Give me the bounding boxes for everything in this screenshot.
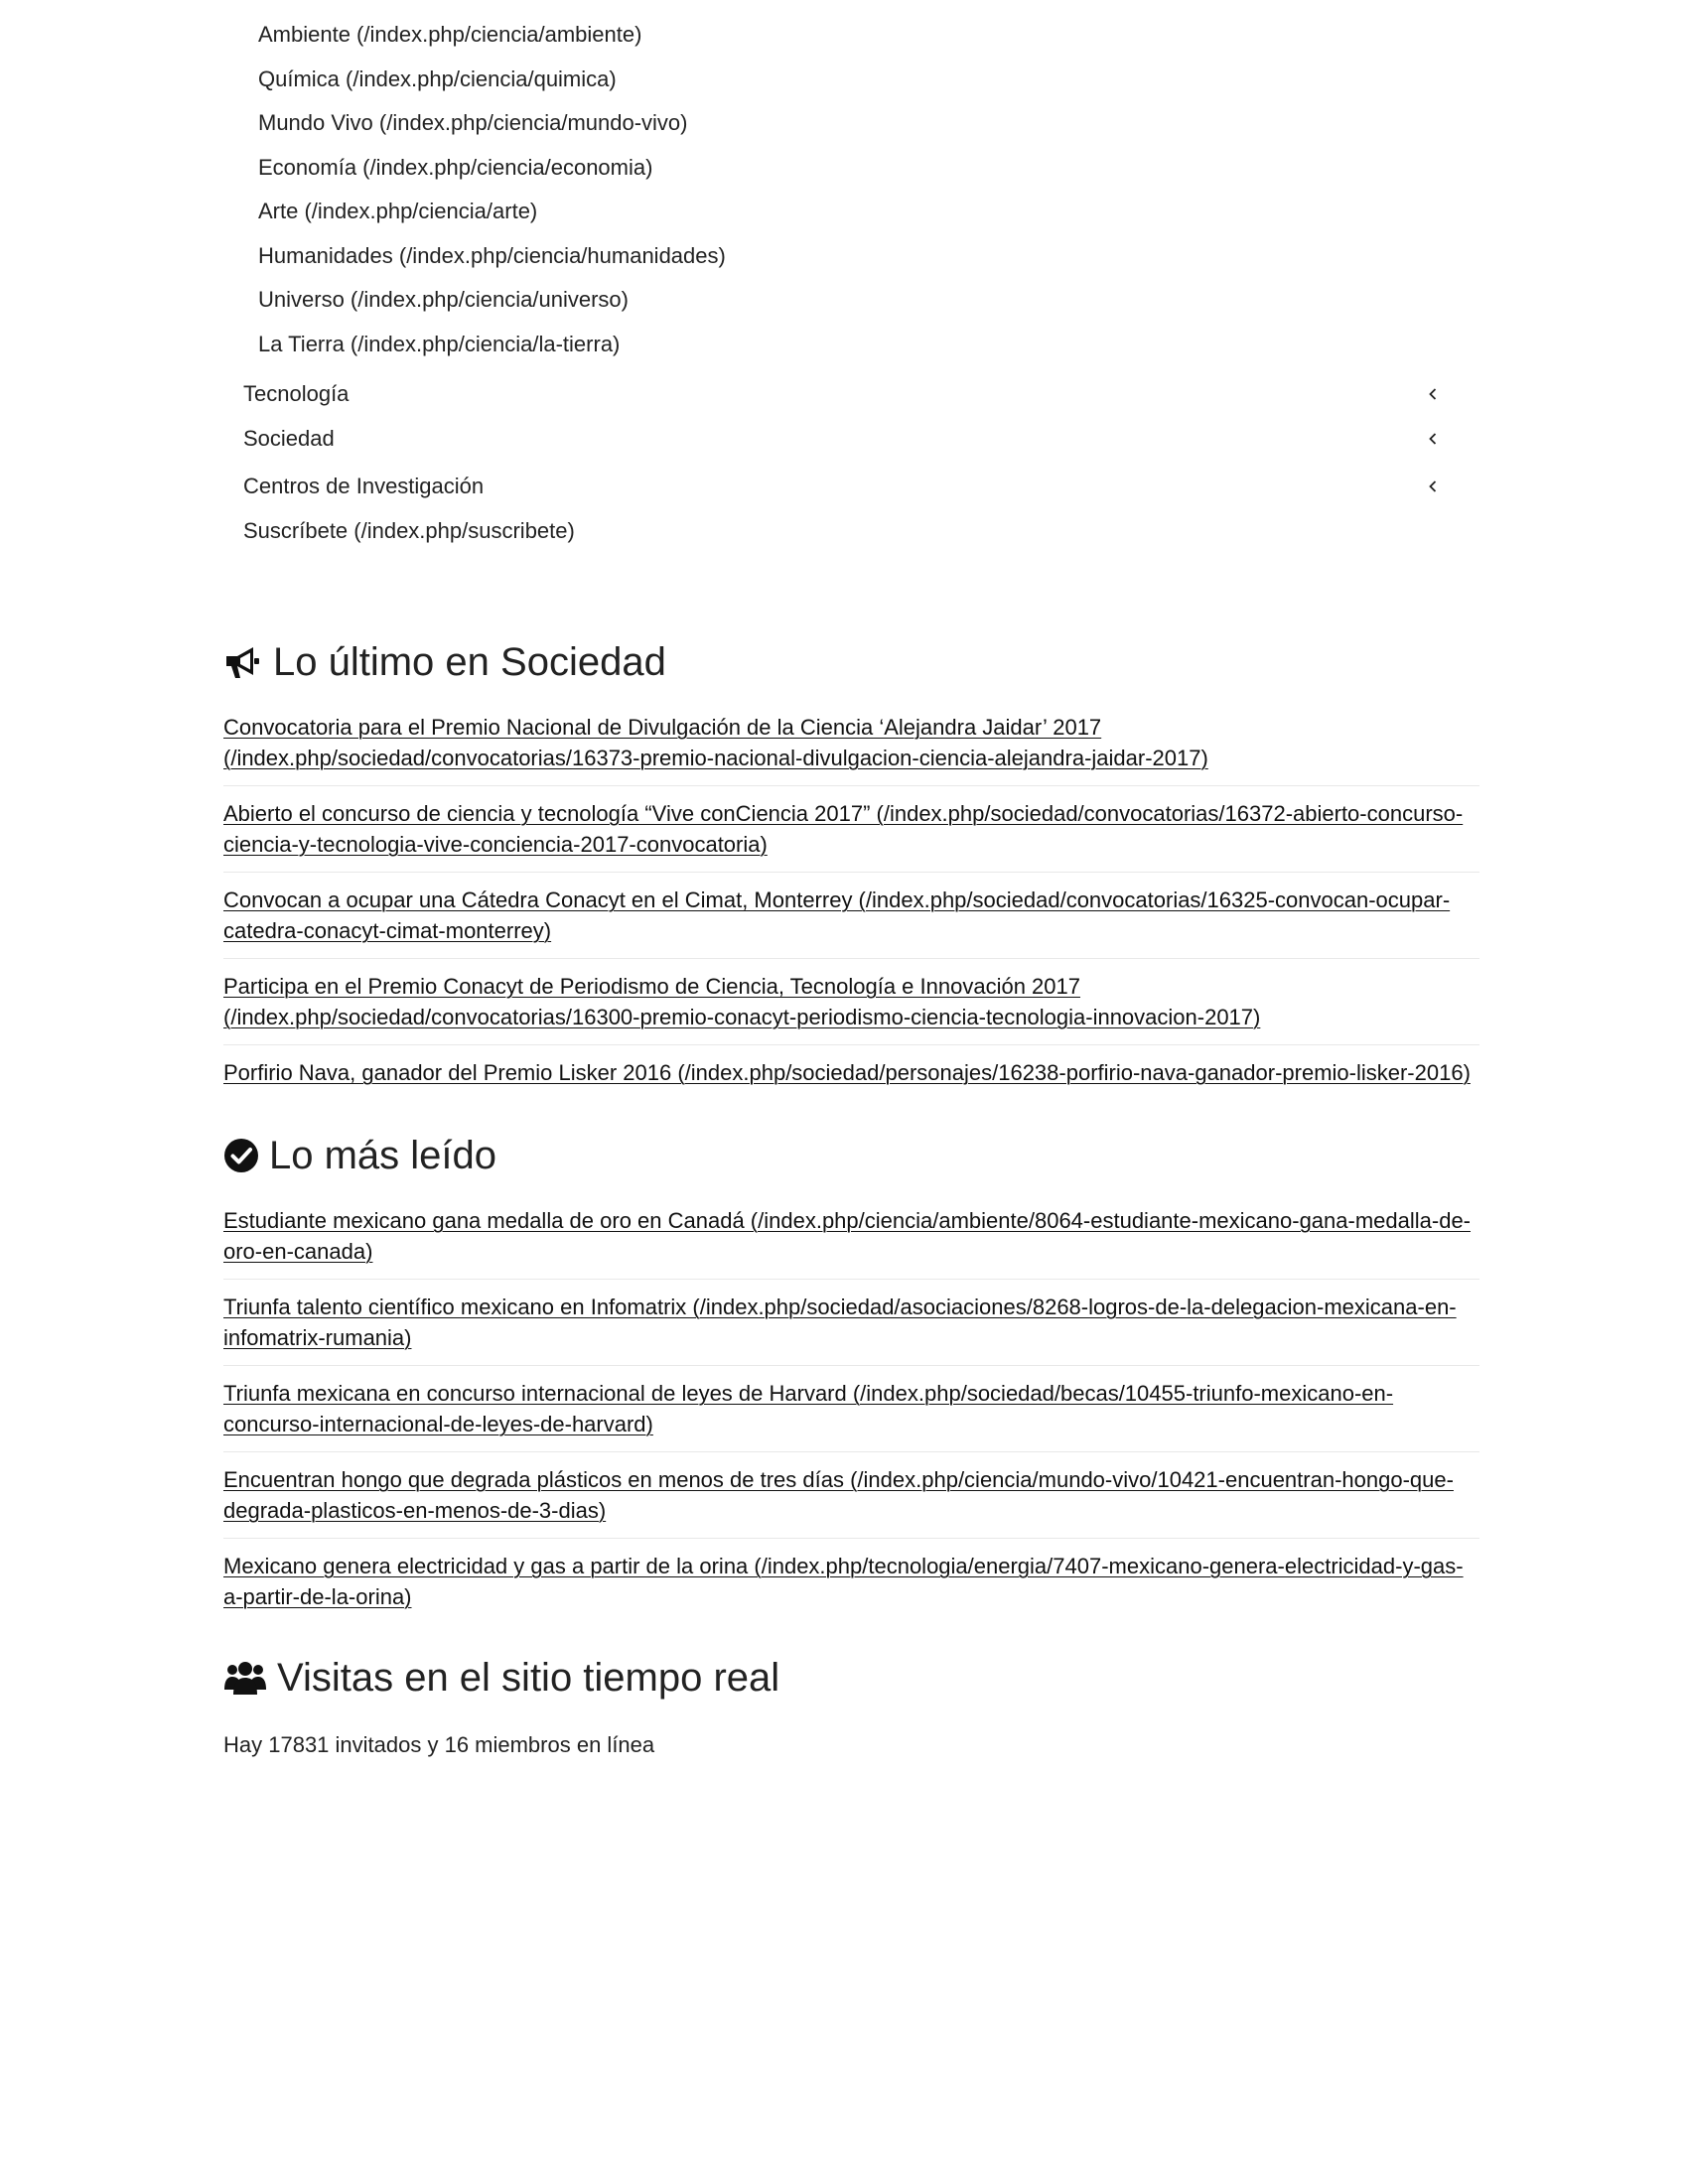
list-item (223, 971, 1479, 1045)
article-link[interactable]: Convocatoria para el Premio Nacional de Divulgación de la Ciencia ‘Alejandra Jaidar’ 2017 (/index.php/sociedad/convocatorias/16373-premio-nacional-divulgacion-ciencia-alejandra-jaidar-2017) (223, 715, 1208, 770)
menu-item-tecnologia[interactable] (243, 379, 1465, 424)
menu-item-label: Centros de Investigación (243, 473, 485, 498)
visits-section (223, 1648, 1479, 1760)
main-menu (243, 22, 1465, 561)
menu-subitem-arte[interactable]: Arte (/index.php/ciencia/arte) (258, 199, 538, 223)
menu-subitem-ambiente[interactable]: Ambiente (/index.php/ciencia/ambiente) (258, 22, 642, 47)
list-item (223, 1057, 1479, 1100)
list-item (223, 1292, 1479, 1366)
list-item (223, 1378, 1479, 1452)
latest-list (223, 712, 1479, 1100)
section-title-text: Visitas en el sitio tiempo real (277, 1655, 780, 1700)
most-read-section (223, 1126, 1479, 1636)
menu-item-label: Sociedad (243, 425, 335, 451)
article-link[interactable]: Porfirio Nava, ganador del Premio Lisker 2016 (/index.php/sociedad/personajes/16238-porfirio-nava-ganador-premio-lisker-2016) (223, 1060, 1471, 1085)
chevron-left-icon[interactable] (1423, 379, 1443, 409)
section-title-text: Lo más leído (269, 1133, 497, 1177)
check-circle-icon (223, 1138, 259, 1173)
section-title (223, 632, 1479, 692)
menu-item-label: Tecnología (243, 380, 350, 406)
list-item (223, 798, 1479, 873)
section-title-text: Lo último en Sociedad (273, 639, 666, 684)
bullhorn-icon (223, 644, 263, 680)
menu-subitem-quimica[interactable]: Química (/index.php/ciencia/quimica) (258, 66, 617, 91)
article-link[interactable]: Abierto el concurso de ciencia y tecnología “Vive conCiencia 2017” (/index.php/sociedad/convocatorias/16372-abierto-concurso-ciencia-y-tecnologia-vive-conciencia-2017-convocatoria) (223, 801, 1464, 857)
chevron-left-icon[interactable] (1423, 472, 1443, 501)
article-link[interactable]: Triunfa talento científico mexicano en Infomatrix (/index.php/sociedad/asociaciones/8268-logros-de-la-delegacion-mexicana-en-infomatrix-rumania) (223, 1295, 1457, 1350)
list-item (223, 1205, 1479, 1280)
latest-society-section (223, 632, 1479, 1112)
list-item (223, 712, 1479, 786)
list-item (223, 1551, 1479, 1624)
article-link[interactable]: Participa en el Premio Conacyt de Periodismo de Ciencia, Tecnología e Innovación 2017 (/index.php/sociedad/convocatorias/16300-premio-conacyt-periodismo-ciencia-tecnologia-innovacion-2017) (223, 974, 1261, 1029)
section-title (223, 1648, 1479, 1707)
menu-subitem-mundo-vivo[interactable]: Mundo Vivo (/index.php/ciencia/mundo-vivo) (258, 110, 688, 135)
menu-subitem-economia[interactable]: Economía (/index.php/ciencia/economia) (258, 154, 653, 180)
article-link[interactable]: Encuentran hongo que degrada plásticos en menos de tres días (/index.php/ciencia/mundo-vivo/10421-encuentran-hongo-que-degrada-plasticos-en-menos-de-3-dias) (223, 1467, 1454, 1523)
article-link[interactable]: Estudiante mexicano gana medalla de oro en Canadá (/index.php/ciencia/ambiente/8064-estudiante-mexicano-gana-medalla-de-oro-en-canada) (223, 1208, 1472, 1264)
list-item (223, 1464, 1479, 1539)
menu-subitem-la-tierra[interactable]: La Tierra (/index.php/ciencia/la-tierra) (258, 331, 621, 356)
most-read-list (223, 1205, 1479, 1624)
article-link[interactable]: Triunfa mexicana en concurso internacional de leyes de Harvard (/index.php/sociedad/becas/10455-triunfo-mexicano-en-concurso-internacional-de-leyes-de-harvard) (223, 1381, 1394, 1436)
menu-subitem-universo[interactable]: Universo (/index.php/ciencia/universo) (258, 287, 629, 312)
section-title (223, 1126, 1479, 1185)
menu-item-suscribete[interactable] (243, 516, 1465, 561)
online-count-text: Hay 17831 invitados y 16 miembros en línea (223, 1732, 655, 1757)
menu-item-centros-de-investigacion[interactable] (243, 472, 1465, 516)
users-icon (223, 1660, 267, 1696)
menu-item-label: Suscríbete (/index.php/suscribete) (243, 517, 575, 543)
menu-item-sociedad[interactable] (243, 424, 1465, 472)
list-item (223, 885, 1479, 959)
chevron-left-icon[interactable] (1423, 424, 1443, 454)
article-link[interactable]: Convocan a ocupar una Cátedra Conacyt en el Cimat, Monterrey (/index.php/sociedad/convocatorias/16325-convocan-ocupar-catedra-conacyt-cimat-monterrey) (223, 887, 1451, 943)
article-link[interactable]: Mexicano genera electricidad y gas a partir de la orina (/index.php/tecnologia/energia/7407-mexicano-genera-electricidad-y-gas-a-partir-de-la-orina) (223, 1554, 1464, 1609)
menu-subitem-humanidades[interactable]: Humanidades (/index.php/ciencia/humanidades) (258, 242, 726, 268)
